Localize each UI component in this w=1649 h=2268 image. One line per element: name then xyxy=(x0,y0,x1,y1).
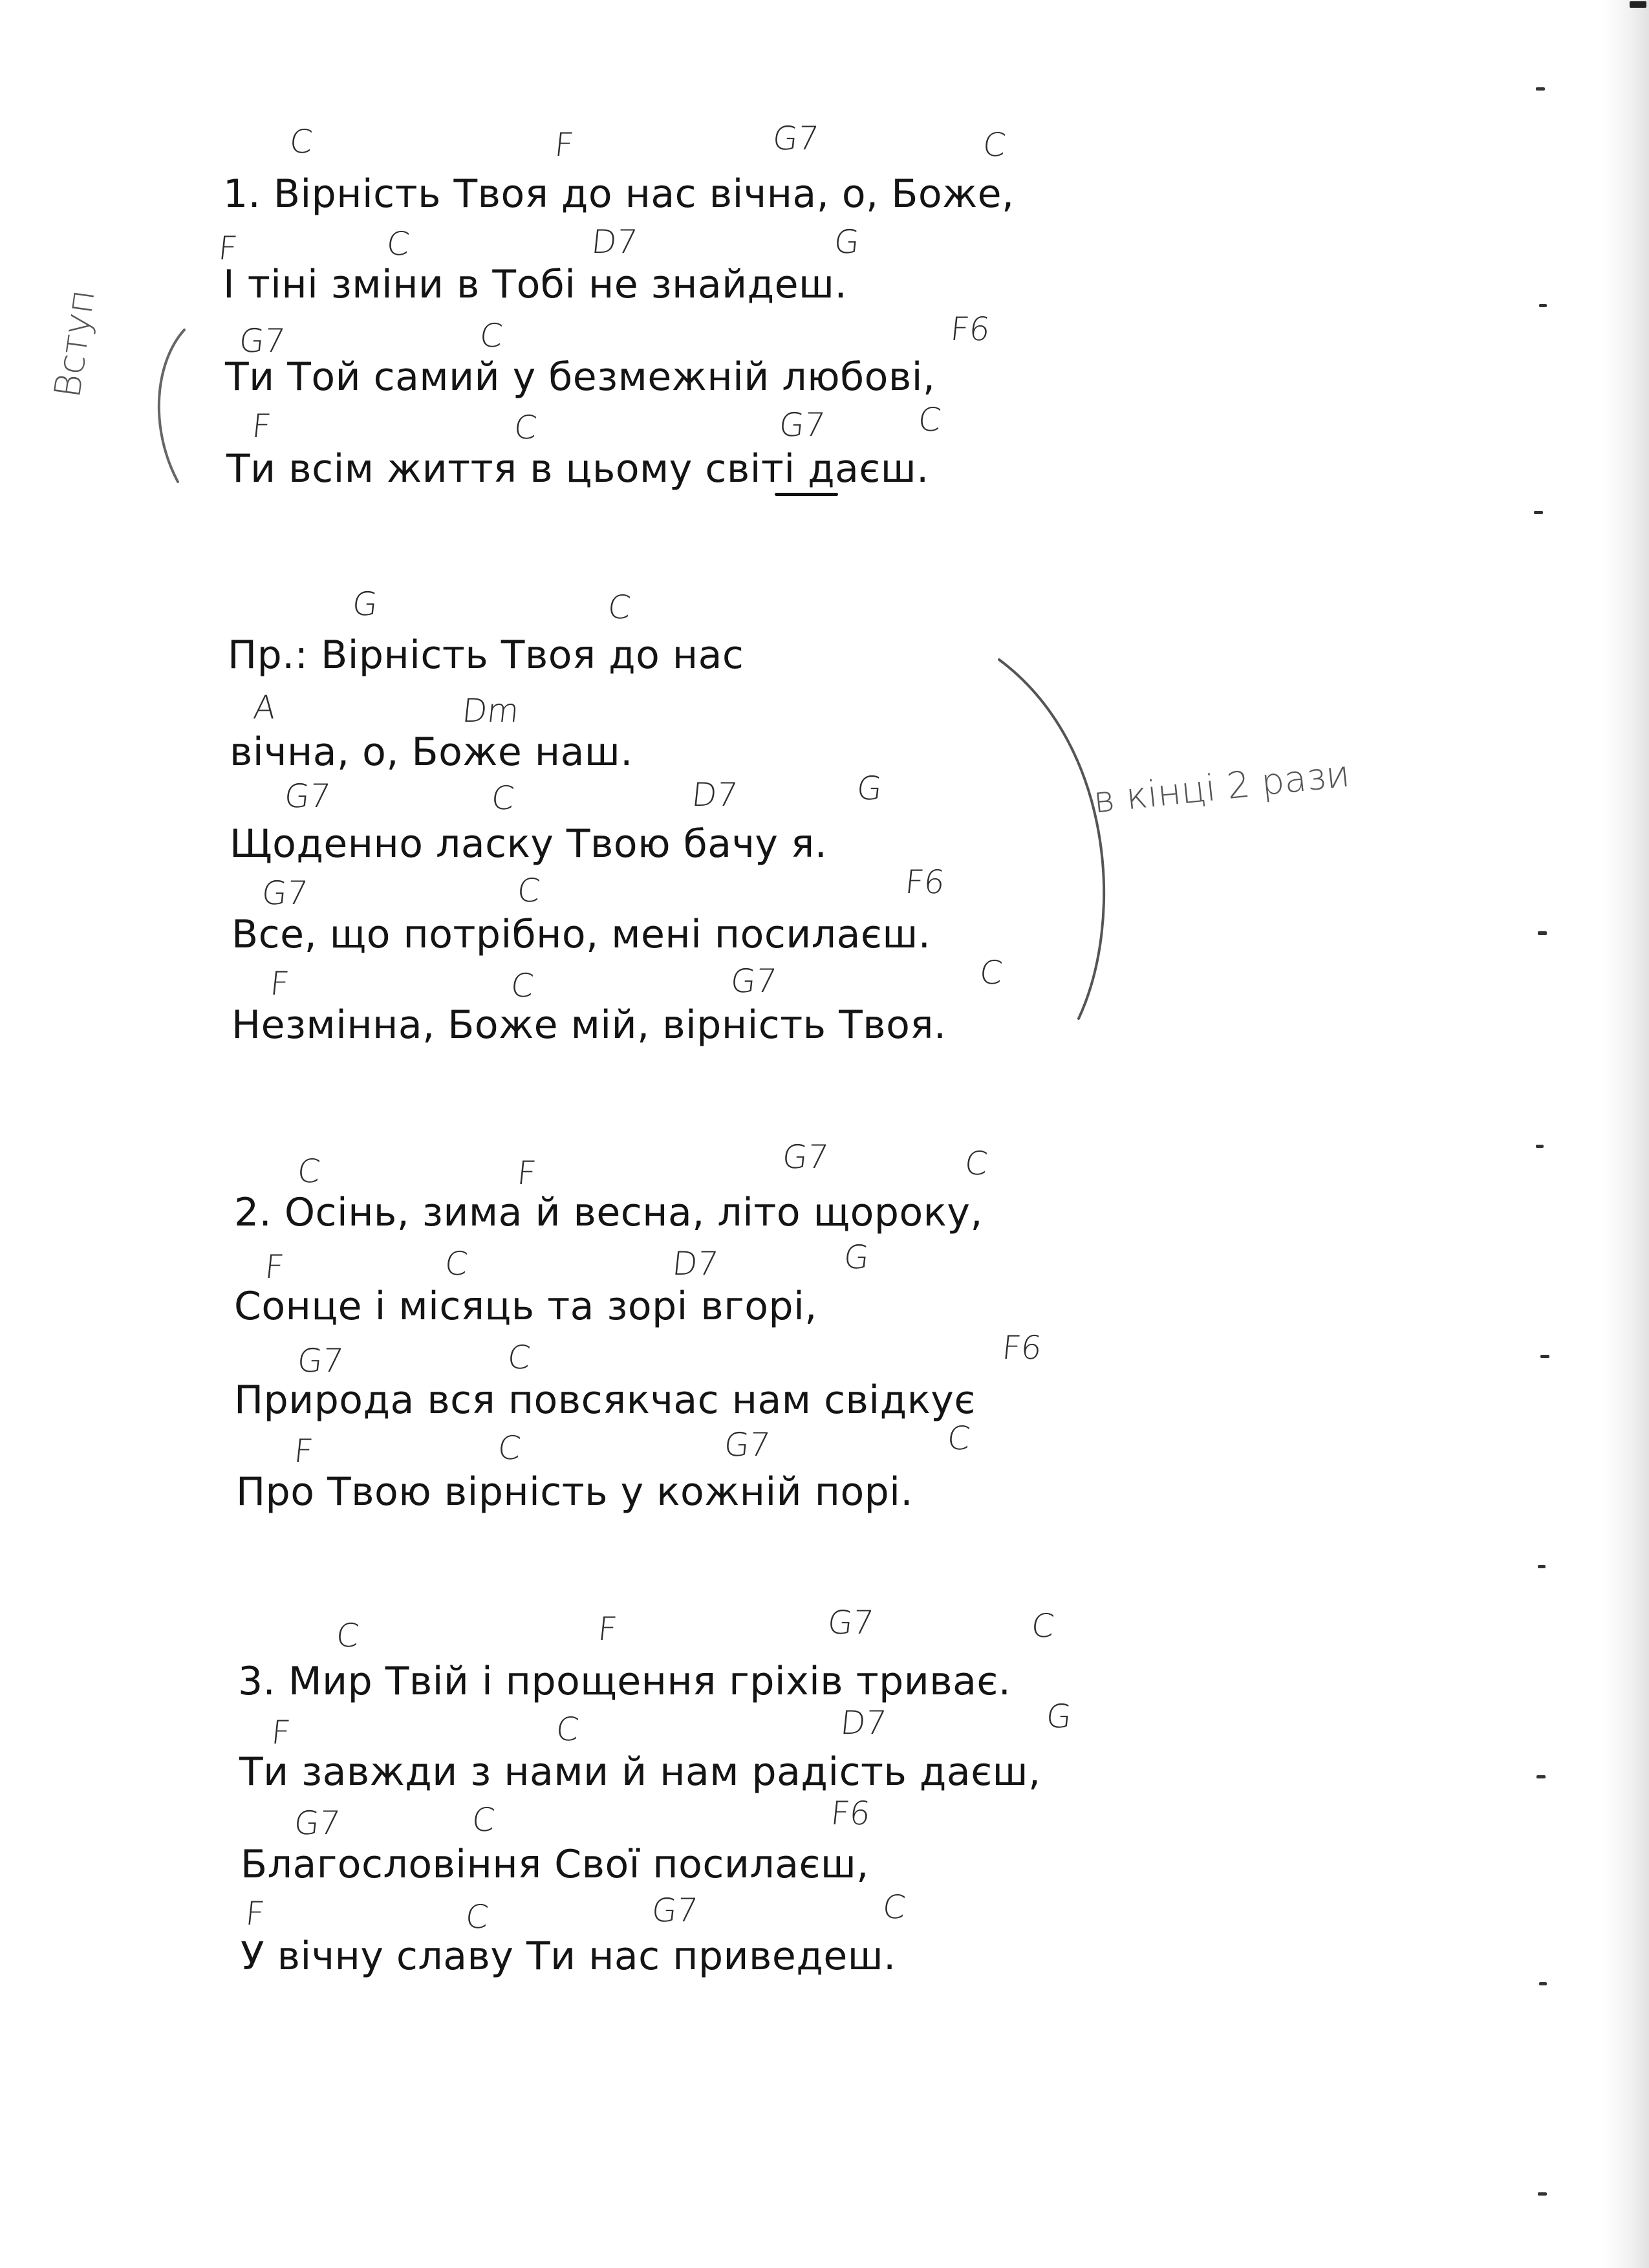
lyric-line: Сонце і місяць та зорі вгорі, xyxy=(234,1284,817,1329)
chord: Dm xyxy=(460,692,521,729)
lyric-line: Природа вся повсякчас нам свідкує xyxy=(234,1377,976,1423)
lyric-line: Ти всім життя в цьому світі даєш. xyxy=(226,446,929,491)
chord: F xyxy=(292,1432,315,1470)
lyric-line: Ти завжди з нами й нам радість даєш, xyxy=(239,1749,1041,1795)
chord: C xyxy=(384,225,411,263)
chord: F xyxy=(268,965,291,1002)
chord: F xyxy=(552,126,576,164)
scan-speck xyxy=(1540,1355,1549,1358)
lyric-line: 2. Осінь, зима й весна, літо щороку, xyxy=(234,1190,983,1235)
chord: F6 xyxy=(828,1795,872,1832)
chord: G7 xyxy=(722,1426,772,1463)
chord: G7 xyxy=(777,406,827,444)
scan-speck xyxy=(1538,931,1547,935)
lyric-line: Пр.: Вірність Твоя до нас xyxy=(228,632,744,678)
scan-speck xyxy=(1536,1775,1546,1778)
chord: C xyxy=(508,967,535,1004)
chord: C xyxy=(515,872,542,909)
chord: F6 xyxy=(1000,1329,1044,1366)
chord: F xyxy=(269,1714,292,1751)
lyric-line: Щоденно ласку Твою бачу я. xyxy=(230,821,828,867)
chorus-bracket xyxy=(999,660,1104,1019)
margin-note-repeat: в кінці 2 рази xyxy=(1091,753,1352,822)
chord: D7 xyxy=(689,776,740,814)
chord: C xyxy=(505,1339,532,1376)
chord: C xyxy=(334,1617,361,1654)
chord: G xyxy=(1044,1698,1073,1735)
chord: G7 xyxy=(237,322,287,360)
chord: C xyxy=(980,126,1008,164)
chord: F6 xyxy=(948,310,992,348)
chord: C xyxy=(489,779,516,817)
chord: G7 xyxy=(649,1892,700,1929)
chord: G7 xyxy=(282,777,332,815)
chord: G7 xyxy=(259,874,310,912)
scan-speck xyxy=(1534,511,1543,514)
chord: C xyxy=(295,1152,322,1190)
chord: F6 xyxy=(903,863,947,901)
chord: G7 xyxy=(728,962,779,1000)
chord: C xyxy=(880,1888,907,1926)
chord: C xyxy=(477,317,504,354)
chord: C xyxy=(605,589,632,626)
scan-speck xyxy=(1539,304,1547,307)
lyric-line: І тіні зміни в Тобі не знайдеш. xyxy=(223,262,848,307)
chord: G7 xyxy=(295,1342,345,1379)
chord: C xyxy=(945,1420,972,1457)
lyric-line: Благословіння Свої посилаєш, xyxy=(241,1842,869,1887)
lyric-line: Про Твою вірність у кожній порі. xyxy=(236,1469,913,1515)
chord: F xyxy=(263,1248,286,1286)
chord: C xyxy=(962,1145,989,1182)
chord: G xyxy=(832,223,861,261)
chord: C xyxy=(495,1429,523,1467)
chord: F xyxy=(216,230,239,267)
chord: G xyxy=(854,770,884,807)
lyric-line: 1. Вірність Твоя до нас вічна, о, Боже, xyxy=(223,171,1015,217)
chord: C xyxy=(442,1245,469,1282)
lyric-line: Незмінна, Боже мій, вірність Твоя. xyxy=(232,1002,947,1048)
chord: G7 xyxy=(780,1138,830,1176)
scan-corner-mark xyxy=(1630,1,1646,8)
chord: F xyxy=(515,1154,538,1192)
chord: D7 xyxy=(838,1704,889,1742)
scan-speck xyxy=(1539,1982,1547,1985)
scan-speck xyxy=(1536,87,1545,91)
chord: C xyxy=(554,1711,581,1748)
chord: C xyxy=(512,409,539,446)
chord: C xyxy=(1029,1607,1056,1645)
chord: G7 xyxy=(292,1804,342,1842)
lyric-line: вічна, о, Боже наш. xyxy=(230,729,633,775)
scan-speck xyxy=(1538,2192,1547,2196)
lyric-line: Ти Той самий у безмежній любові, xyxy=(225,354,936,400)
lyric-line: 3. Мир Твій і прощення гріхів триває. xyxy=(238,1659,1011,1704)
chord: C xyxy=(916,401,943,438)
scan-speck xyxy=(1538,1565,1546,1568)
chord: G xyxy=(841,1238,871,1276)
chord: F xyxy=(243,1895,266,1932)
chord: G7 xyxy=(825,1604,876,1641)
chord: F xyxy=(250,407,273,445)
chord: G xyxy=(350,585,380,623)
chord: A xyxy=(251,689,278,726)
lyric-line: Все, що потрібно, мені посилаєш. xyxy=(232,912,931,957)
chord: D7 xyxy=(589,223,640,261)
margin-note-intro: Вступ xyxy=(47,286,103,401)
chord: D7 xyxy=(670,1245,720,1282)
chord: C xyxy=(463,1898,490,1936)
chord: G7 xyxy=(770,120,821,157)
scan-speck xyxy=(1536,1145,1544,1148)
chord: F xyxy=(596,1610,619,1648)
chord: C xyxy=(469,1801,497,1839)
lyric-line: У вічну славу Ти нас приведеш. xyxy=(241,1934,896,1979)
intro-bracket xyxy=(159,330,184,482)
chord: C xyxy=(287,123,314,160)
chord: C xyxy=(977,954,1004,991)
